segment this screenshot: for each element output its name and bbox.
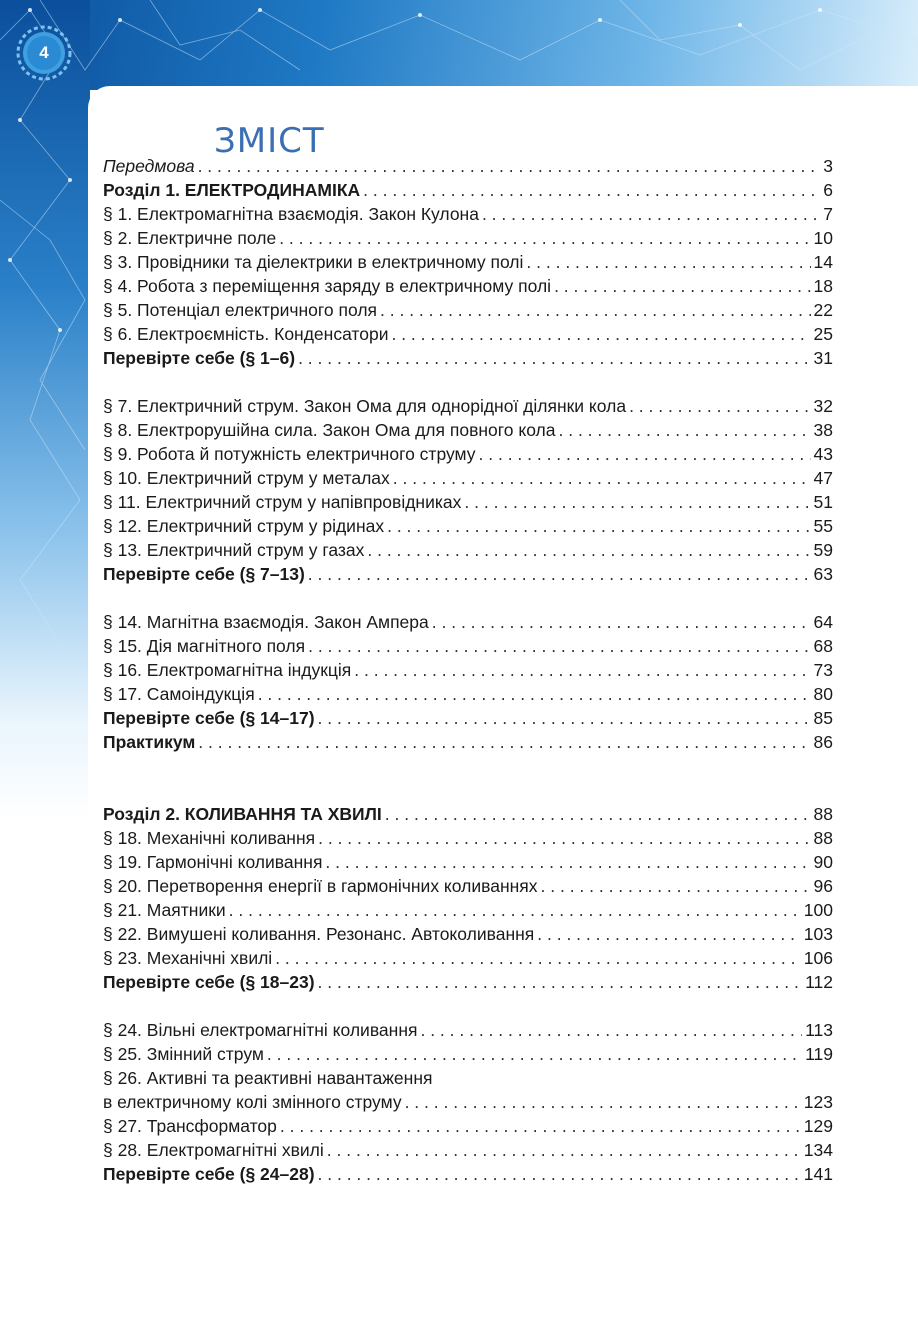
toc-entry-label: § 15. Дія магнітного поля xyxy=(103,636,306,656)
toc-entry-page: 22 xyxy=(813,300,833,320)
toc-leader-dots xyxy=(526,252,810,273)
page-number-badge xyxy=(8,20,80,86)
toc-entry[interactable] xyxy=(103,1044,833,1068)
toc-entry-label: § 10. Електричний струм у металах xyxy=(103,468,390,488)
toc-entry-label: § 25. Змінний струм xyxy=(103,1044,264,1064)
toc-leader-dots xyxy=(198,156,821,177)
toc-entry-label: § 9. Робота й потужність електричного струму xyxy=(103,444,476,464)
toc-entry-label: Практикум xyxy=(103,732,196,752)
toc-entry-label: § 16. Електромагнітна індукція xyxy=(103,660,352,680)
toc-entry-page: 31 xyxy=(813,348,833,368)
toc-entry-label: § 19. Гармонічні коливання xyxy=(103,852,323,872)
toc-entry-page: 86 xyxy=(813,732,833,752)
toc-leader-dots xyxy=(318,1164,801,1185)
toc-entry-label: § 27. Трансформатор xyxy=(103,1116,277,1136)
toc-leader-dots xyxy=(537,924,801,945)
toc-leader-dots xyxy=(354,660,810,681)
toc-leader-dots xyxy=(229,900,801,921)
toc-leader-dots xyxy=(432,612,811,633)
toc-entry[interactable] xyxy=(103,1140,833,1164)
toc-entry[interactable] xyxy=(103,1092,833,1116)
toc-entry[interactable] xyxy=(103,660,833,684)
toc-entry-label: Розділ 2. КОЛИВАННЯ ТА ХВИЛІ xyxy=(103,804,382,824)
toc-leader-dots xyxy=(541,876,811,897)
toc-entry[interactable] xyxy=(103,492,833,516)
toc-entry[interactable] xyxy=(103,972,833,996)
toc-leader-dots xyxy=(363,180,820,201)
toc-entry[interactable] xyxy=(103,1068,833,1092)
toc-leader-dots xyxy=(405,1092,801,1113)
toc-entry[interactable] xyxy=(103,876,833,900)
toc-leader-dots xyxy=(267,1044,802,1065)
toc-entry[interactable] xyxy=(103,612,833,636)
toc-leader-dots xyxy=(479,444,811,465)
toc-entry-label: § 5. Потенціал електричного поля xyxy=(103,300,378,320)
toc-leader-dots xyxy=(367,540,810,561)
toc-entry-label: § 6. Електроємність. Конденсатори xyxy=(103,324,389,344)
toc-entry-label: § 13. Електричний струм у газах xyxy=(103,540,365,560)
toc-entry-page: 59 xyxy=(813,540,833,560)
toc-entry-page: 129 xyxy=(803,1116,833,1136)
toc-entry-page: 73 xyxy=(813,660,833,680)
toc-leader-dots xyxy=(279,228,810,249)
toc-entry-label: в електричному колі змінного струму xyxy=(103,1092,402,1112)
toc-entry-label: § 2. Електричне поле xyxy=(103,228,277,248)
toc-leader-dots xyxy=(318,972,803,993)
toc-entry-label: Перевірте себе (§ 18–23) xyxy=(103,972,315,992)
toc-leader-dots xyxy=(258,684,811,705)
toc-entry-page: 103 xyxy=(803,924,833,944)
toc-entry-label: § 7. Електричний струм. Закон Ома для однорідної ділянки кола xyxy=(103,396,627,416)
toc-leader-dots xyxy=(629,396,810,417)
toc-entry-page: 68 xyxy=(813,636,833,656)
toc-entry-label: Передмова xyxy=(103,156,195,176)
toc-entry-page: 32 xyxy=(813,396,833,416)
toc-entry-page: 14 xyxy=(813,252,833,272)
toc-entry[interactable] xyxy=(103,156,833,180)
toc-leader-dots xyxy=(393,468,811,489)
toc-entry[interactable] xyxy=(103,804,833,828)
toc-leader-dots xyxy=(325,852,810,873)
toc-entry[interactable] xyxy=(103,396,833,420)
table-of-contents xyxy=(103,156,833,1188)
toc-leader-dots xyxy=(554,276,810,297)
toc-entry[interactable] xyxy=(103,324,833,348)
toc-entry-page: 100 xyxy=(803,900,833,920)
toc-entry-label: § 17. Самоіндукція xyxy=(103,684,255,704)
toc-leader-dots xyxy=(318,828,810,849)
toc-spacer xyxy=(103,372,833,396)
toc-leader-dots xyxy=(380,300,811,321)
toc-entry[interactable] xyxy=(103,732,833,756)
toc-entry[interactable] xyxy=(103,468,833,492)
toc-leader-dots xyxy=(391,324,810,345)
toc-entry-label: § 1. Електромагнітна взаємодія. Закон Кулона xyxy=(103,204,479,224)
toc-entry-page: 64 xyxy=(813,612,833,632)
toc-leader-dots xyxy=(559,420,811,441)
toc-entry-label: § 23. Механічні хвилі xyxy=(103,948,273,968)
toc-entry[interactable] xyxy=(103,348,833,372)
toc-entry-label: § 3. Провідники та діелектрики в електричному полі xyxy=(103,252,524,272)
toc-leader-dots xyxy=(298,348,810,369)
toc-entry-label: § 28. Електромагнітні хвилі xyxy=(103,1140,324,1160)
toc-entry-label: Перевірте себе (§ 7–13) xyxy=(103,564,305,584)
toc-entry-page: 141 xyxy=(803,1164,833,1184)
page-title: ЗМІСТ xyxy=(214,120,325,161)
toc-entry-label: § 4. Робота з переміщення заряду в електричному полі xyxy=(103,276,552,296)
toc-leader-dots xyxy=(308,636,810,657)
toc-leader-dots xyxy=(198,732,810,753)
toc-entry-page: 25 xyxy=(813,324,833,344)
toc-entry[interactable] xyxy=(103,684,833,708)
toc-entry[interactable] xyxy=(103,204,833,228)
toc-entry-page: 3 xyxy=(823,156,833,176)
toc-spacer xyxy=(103,996,833,1020)
toc-entry-page: 38 xyxy=(813,420,833,440)
toc-entry-page: 18 xyxy=(813,276,833,296)
toc-leader-dots xyxy=(318,708,811,729)
toc-entry-label: § 22. Вимушені коливання. Резонанс. Автоколивання xyxy=(103,924,535,944)
toc-entry[interactable] xyxy=(103,708,833,732)
toc-leader-dots xyxy=(327,1140,801,1161)
toc-entry-page: 88 xyxy=(813,828,833,848)
toc-entry-page: 106 xyxy=(803,948,833,968)
toc-entry-page: 90 xyxy=(813,852,833,872)
toc-leader-dots xyxy=(420,1020,802,1041)
toc-entry-page: 43 xyxy=(813,444,833,464)
toc-entry-page: 47 xyxy=(813,468,833,488)
toc-leader-dots xyxy=(308,564,811,585)
toc-entry[interactable] xyxy=(103,444,833,468)
toc-entry[interactable] xyxy=(103,852,833,876)
toc-entry[interactable] xyxy=(103,948,833,972)
toc-entry[interactable] xyxy=(103,1020,833,1044)
toc-entry-page: 85 xyxy=(813,708,833,728)
toc-leader-dots xyxy=(464,492,810,513)
toc-entry[interactable] xyxy=(103,636,833,660)
toc-entry[interactable] xyxy=(103,540,833,564)
toc-entry[interactable] xyxy=(103,252,833,276)
toc-entry-label: § 20. Перетворення енергії в гармонічних коливаннях xyxy=(103,876,538,896)
toc-entry-page: 112 xyxy=(805,972,833,992)
toc-entry-label: § 24. Вільні електромагнітні коливання xyxy=(103,1020,418,1040)
toc-entry[interactable] xyxy=(103,564,833,588)
toc-entry-page: 134 xyxy=(803,1140,833,1160)
toc-leader-dots xyxy=(387,516,810,537)
toc-entry-label: § 21. Маятники xyxy=(103,900,226,920)
toc-entry-page: 123 xyxy=(803,1092,833,1112)
toc-entry[interactable] xyxy=(103,924,833,948)
toc-entry-label: § 8. Електрорушійна сила. Закон Ома для повного кола xyxy=(103,420,556,440)
toc-leader-dots xyxy=(385,804,811,825)
toc-entry[interactable] xyxy=(103,900,833,924)
toc-entry-label: Перевірте себе (§ 24–28) xyxy=(103,1164,315,1184)
toc-entry-page: 63 xyxy=(813,564,833,584)
toc-spacer xyxy=(103,756,833,804)
toc-entry-label: § 11. Електричний струм у напівпровідниках xyxy=(103,492,462,512)
toc-entry-page: 113 xyxy=(805,1020,833,1040)
toc-entry-page: 80 xyxy=(813,684,833,704)
toc-spacer xyxy=(103,588,833,612)
toc-entry-label: § 12. Електричний струм у рідинах xyxy=(103,516,385,536)
toc-entry-page: 51 xyxy=(813,492,833,512)
toc-entry-label: § 26. Активні та реактивні навантаження xyxy=(103,1068,433,1088)
toc-entry[interactable] xyxy=(103,828,833,852)
toc-leader-dots xyxy=(280,1116,801,1137)
toc-entry-label: § 14. Магнітна взаємодія. Закон Ампера xyxy=(103,612,429,632)
toc-entry[interactable] xyxy=(103,420,833,444)
toc-entry-page: 6 xyxy=(823,180,833,200)
toc-entry-page: 88 xyxy=(813,804,833,824)
toc-entry-page: 119 xyxy=(805,1044,833,1064)
toc-leader-dots xyxy=(275,948,801,969)
toc-entry[interactable] xyxy=(103,516,833,540)
toc-entry-label: Перевірте себе (§ 1–6) xyxy=(103,348,296,368)
toc-leader-dots xyxy=(482,204,820,225)
toc-entry-label: Перевірте себе (§ 14–17) xyxy=(103,708,315,728)
page-number: 4 xyxy=(39,43,49,62)
toc-entry-page: 96 xyxy=(813,876,833,896)
toc-entry[interactable] xyxy=(103,1116,833,1140)
toc-entry[interactable] xyxy=(103,1164,833,1188)
toc-entry-label: Розділ 1. ЕЛЕКТРОДИНАМІКА xyxy=(103,180,361,200)
toc-entry[interactable] xyxy=(103,180,833,204)
toc-entry-page: 7 xyxy=(823,204,833,224)
toc-entry[interactable] xyxy=(103,228,833,252)
toc-entry[interactable] xyxy=(103,300,833,324)
toc-entry-label: § 18. Механічні коливання xyxy=(103,828,316,848)
toc-entry-page: 10 xyxy=(813,228,833,248)
toc-entry-page: 55 xyxy=(813,516,833,536)
toc-entry[interactable] xyxy=(103,276,833,300)
